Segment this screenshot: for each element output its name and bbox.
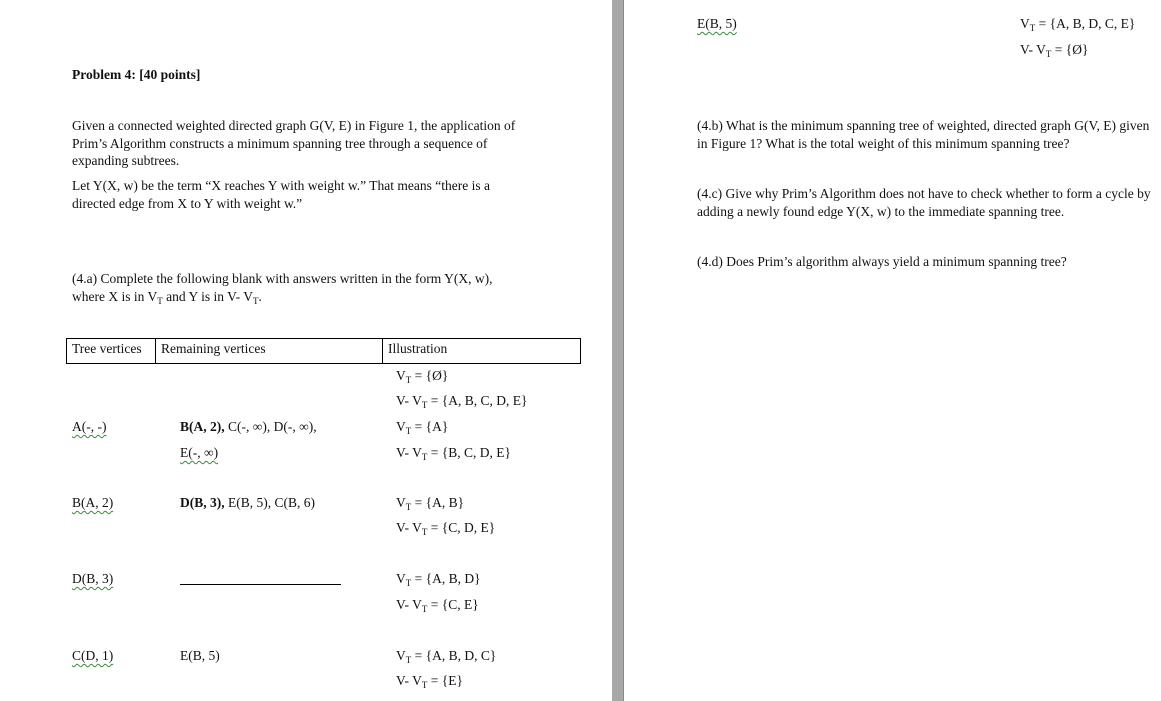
illustration-vt: $V_T = \{A$, B, D}	[396, 571, 481, 588]
illustration-vt: $V_T = \{A\}$	[396, 419, 449, 436]
question-a-line2: where X is in $V_T$ and Y is in V- $V_T$.	[72, 289, 262, 306]
remaining-vertices: B(A, 2), C(-, ∞), D(-, ∞),	[180, 419, 317, 434]
illustration-vt: $V_T = \{A$, B, D, C, E}	[1020, 16, 1136, 33]
remaining-vertices: D(B, 3), E(B, 5), C(B, 6)	[180, 495, 315, 510]
question-b: (4.b) What is the minimum spanning tree of weighted, directed graph G(V, E) given in Figure 1? What is the total weight of this minimum spanning tree?	[697, 118, 1150, 151]
illustration-vt: $V_T$ = {Ø}	[396, 368, 449, 385]
illustration-v-minus-vt: V- $V_T = \{C$, D, E}	[396, 520, 496, 537]
term-definition-paragraph: Let Y(X, w) be the term “X reaches Y with weight w.” That means “there is a directed edge from X to Y with weight w.”	[72, 178, 490, 211]
intro-paragraph: Given a connected weighted directed graph G(V, E) in Figure 1, the application of Prim’s Algorithm constructs a minimum spanning tree through a sequence of expanding subtrees.	[72, 118, 516, 168]
tree-vertex: B(A, 2)	[72, 495, 114, 510]
remaining-vertices: E(B, 5)	[180, 648, 220, 663]
illustration-v-minus-vt: V- $V_T = \{A$, B, C, D, E}	[396, 393, 528, 410]
illustration-v-minus-vt: V- $V_T = \{B$, C, D, E}	[396, 445, 511, 462]
illustration-vt: $V_T = \{A$, B, D, C}	[396, 648, 497, 665]
tree-vertex: D(B, 3)	[72, 571, 114, 586]
question-d: (4.d) Does Prim’s algorithm always yield a minimum spanning tree?	[697, 254, 1067, 269]
document-page-right	[624, 0, 1161, 701]
remaining-vertices-cont: E(-, ∞)	[180, 445, 219, 460]
illustration-v-minus-vt: V- $V_T = \{C$, E}	[396, 597, 479, 614]
tree-vertex: C(D, 1)	[72, 648, 114, 663]
table-header-row	[66, 338, 581, 364]
header-illustration: Illustration	[388, 341, 448, 356]
tree-vertex: A(-, -)	[72, 419, 107, 434]
question-a-line1: (4.a) Complete the following blank with answers written in the form Y(X, w),	[72, 271, 493, 286]
illustration-vt: $V_T = \{A$, B}	[396, 495, 465, 512]
illustration-v-minus-vt: V- $V_T = \{E\}$	[396, 673, 463, 690]
answer-blank-line[interactable]	[180, 584, 341, 585]
question-c: (4.c) Give why Prim’s Algorithm does not have to check whether to form a cycle by adding a newly found edge Y(X, w) to the immediate spanning tree.	[697, 186, 1151, 219]
tree-vertex: E(B, 5)	[697, 16, 737, 31]
problem-title: Problem 4: [40 points]	[72, 67, 201, 82]
header-remaining-vertices: Remaining vertices	[161, 341, 266, 356]
header-tree-vertices: Tree vertices	[72, 341, 142, 356]
illustration-v-minus-vt: V- $V_T$ = {Ø}	[1020, 42, 1089, 59]
